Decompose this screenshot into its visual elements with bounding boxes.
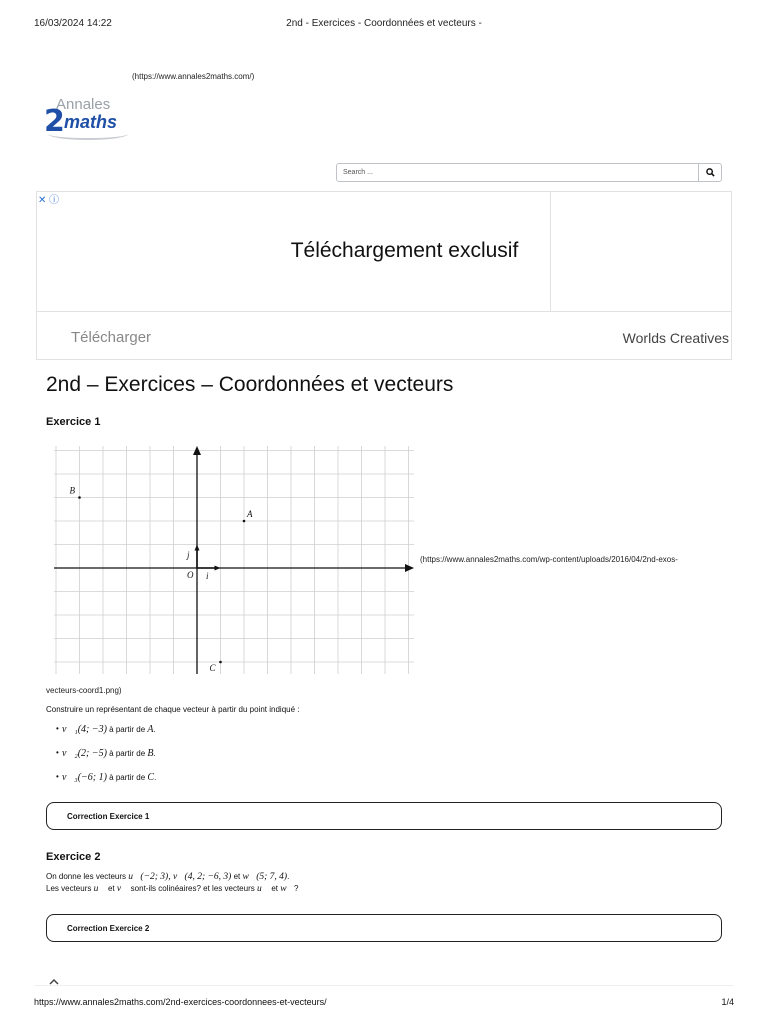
logo-maths: maths xyxy=(64,112,118,132)
bullet-dot: • xyxy=(56,724,59,733)
point-label: A xyxy=(247,509,253,519)
search-form xyxy=(336,163,722,182)
point-name: C xyxy=(147,772,155,783)
point-marker xyxy=(243,520,246,523)
ad-headline[interactable]: Téléchargement exclusif xyxy=(290,239,519,262)
image-link-part-1[interactable]: (https://www.annales2maths.com/wp-content/uploads/2016/04/2nd-exos- xyxy=(420,555,678,564)
site-logo[interactable] xyxy=(44,92,134,140)
text: et xyxy=(105,884,117,893)
vector-v2: v⃗₂(2; −5) xyxy=(62,748,107,759)
bullet-end: . xyxy=(153,725,156,734)
advertisement xyxy=(36,191,732,360)
ad-close-icon[interactable]: ✕ ⓘ xyxy=(38,195,60,206)
vector-v3: v⃗₃(−6; 1) xyxy=(62,772,107,783)
text: Les vecteurs xyxy=(46,884,94,893)
vector-w: w⃗(5; 7, 4) xyxy=(242,872,288,882)
exercise-1-heading: Exercice 1 xyxy=(46,416,101,428)
point-label: B xyxy=(69,485,75,496)
coordinate-grid-figure xyxy=(54,446,414,674)
print-page-number: 1/4 xyxy=(721,997,734,1007)
text: sont-ils colinéaires? et les vecteurs xyxy=(128,884,257,893)
text: . xyxy=(287,872,290,881)
origin-label: O xyxy=(187,570,194,580)
logo-link[interactable]: (https://www.annales2maths.com/) xyxy=(132,72,255,81)
vector-u: u⃗ xyxy=(93,884,106,894)
logo-annales: Annales xyxy=(56,96,111,113)
vector-u: u⃗ xyxy=(256,884,270,894)
search-button[interactable] xyxy=(698,164,721,181)
exercise-2-line-1 xyxy=(46,872,289,882)
exercise-1-instruction: Construire un représentant de chaque vecteur à partir du point indiqué : xyxy=(46,705,300,714)
vector-v1: v⃗₁(4; −3) xyxy=(62,724,107,735)
bullet-dot: • xyxy=(56,772,59,781)
text: et xyxy=(269,884,281,893)
x-axis-arrowhead xyxy=(405,564,414,572)
list-item xyxy=(56,748,156,759)
text: et xyxy=(231,872,243,881)
point-label: C xyxy=(209,663,216,673)
search-icon xyxy=(706,168,715,177)
point-name: B xyxy=(147,748,154,759)
bullet-text: à partir de xyxy=(106,749,148,758)
bullet-text: à partir de xyxy=(106,773,148,782)
list-item xyxy=(56,772,157,783)
text: ? xyxy=(293,884,299,893)
logo-two: 2 xyxy=(44,104,65,139)
point-marker xyxy=(78,496,81,499)
unit-vector-j-label: j⃗ xyxy=(187,550,197,560)
scroll-to-top-button[interactable] xyxy=(48,975,60,989)
ad-brand[interactable]: Worlds Creatives xyxy=(622,330,729,346)
exercise-2-heading: Exercice 2 xyxy=(46,851,101,863)
ad-download-button[interactable]: Télécharger xyxy=(71,329,152,346)
vectors-uv: u⃗(−2; 3), v⃗(4, 2; −6, 3) xyxy=(128,872,232,882)
bullet-dot: • xyxy=(56,748,59,757)
point-name: A xyxy=(147,724,154,735)
unit-vector-i-label: i⃗ xyxy=(206,571,216,581)
footer-divider xyxy=(34,985,734,986)
exercise-2-line-2 xyxy=(46,884,298,894)
list-item xyxy=(56,724,156,735)
logo-swoosh xyxy=(48,128,128,140)
print-url: https://www.annales2maths.com/2nd-exercices-coordonnees-et-vecteurs/ xyxy=(34,997,327,1007)
correction-exercise-1-button[interactable]: Correction Exercice 1 xyxy=(46,802,722,830)
correction-exercise-2-button[interactable]: Correction Exercice 2 xyxy=(46,914,722,942)
page-title: 2nd – Exercices – Coordonnées et vecteurs xyxy=(46,373,454,396)
vector-v: v⃗ xyxy=(116,884,129,894)
bullet-end: . xyxy=(154,773,157,782)
unit-vector-i-arrowhead xyxy=(215,566,221,571)
bullet-text: à partir de xyxy=(106,725,148,734)
print-title: 2nd - Exercices - Coordonnées et vecteurs - xyxy=(286,18,482,29)
text: On donne les vecteurs xyxy=(46,872,129,881)
print-date: 16/03/2024 14:22 xyxy=(34,18,112,29)
search-input[interactable]: Search ... xyxy=(343,169,373,176)
point-marker xyxy=(219,661,222,664)
print-header xyxy=(34,18,734,32)
image-link-part-2[interactable]: vecteurs-coord1.png) xyxy=(46,686,122,695)
bullet-end: . xyxy=(153,749,156,758)
vector-w: w⃗ xyxy=(280,884,294,894)
